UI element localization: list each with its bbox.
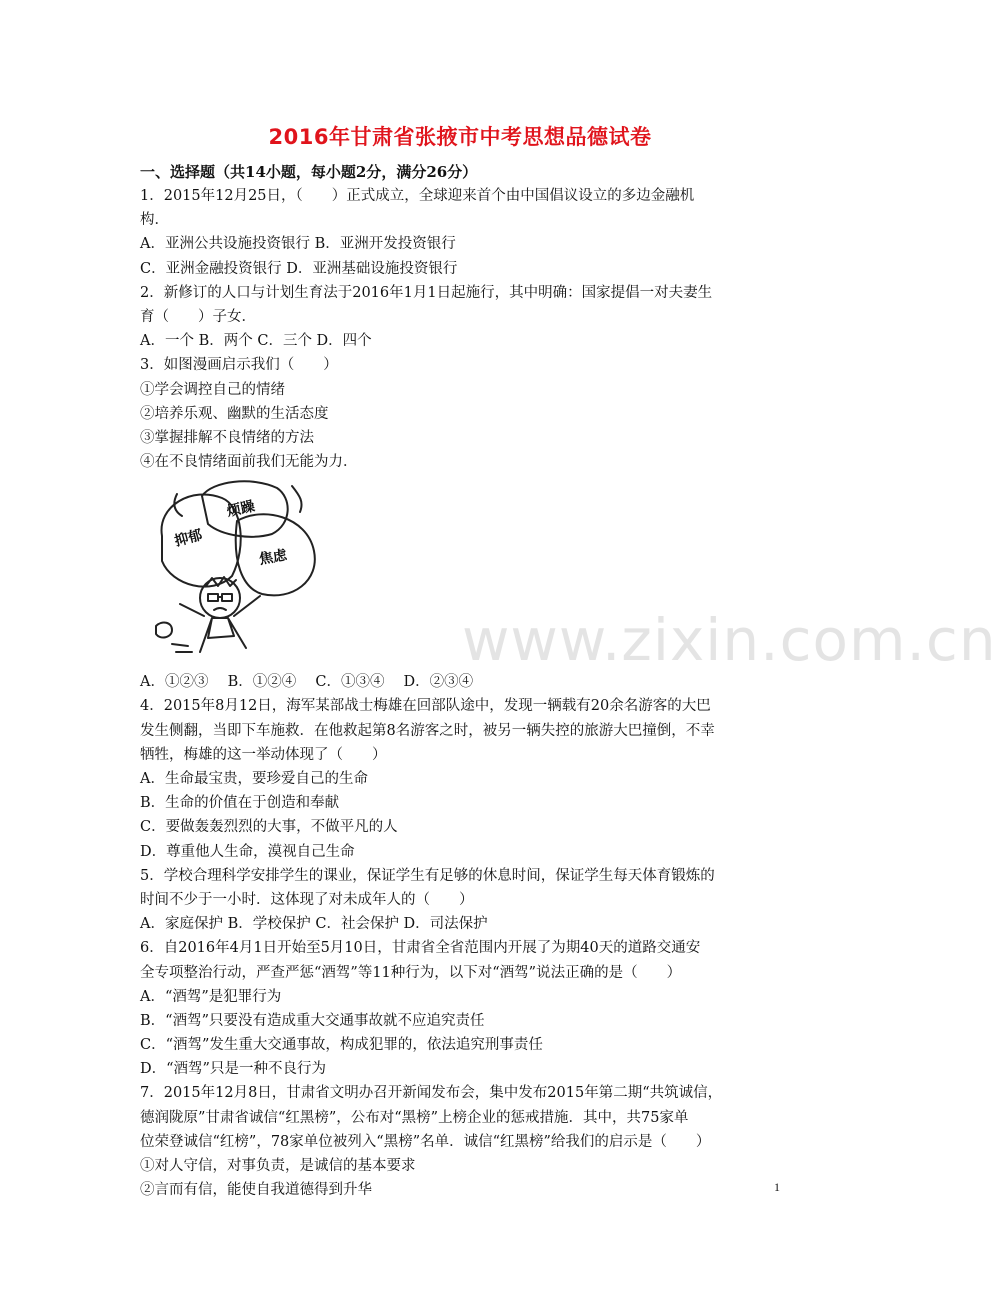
text-line: B．“酒驾”只要没有造成重大交通事故就不应追究责任 <box>140 1012 485 1029</box>
exam-content <box>140 160 780 1202</box>
text-line: A．亚洲公共设施投资银行 B．亚洲开发投资银行 <box>140 236 456 253</box>
text-line: 育（ ）子女． <box>140 308 256 325</box>
text-line: A．生命最宝贵，要珍爱自己的生命 <box>140 771 368 787</box>
text-line: 发生侧翻，当即下车施救．在他救起第8名游客之时，被另一辆失控的旅游大巴撞倒，不幸 <box>140 722 715 739</box>
text-line: 时间不少于一小时．这体现了对未成年人的（ ） <box>140 891 474 908</box>
text-line: 位荣登诚信“红榜”，78家单位被列入“黑榜”名单．诚信“红黑榜”给我们的启示是（ ） <box>140 1133 711 1150</box>
text-line: C．“酒驾”发生重大交通事故，构成犯罪的，依法追究刑事责任 <box>140 1037 543 1054</box>
text-line: ①学会调控自己的情绪 <box>140 381 285 398</box>
text-line: B．生命的价值在于创造和奉献 <box>140 795 340 812</box>
cartoon-label-depression: 抑郁 <box>172 527 205 551</box>
text-line: 6．自2016年4月1日开始至5月10日，甘肃省全省范围内开展了为期40天的道路交通安 <box>140 940 701 957</box>
cartoon-label-irritability: 烦躁 <box>225 498 257 521</box>
person-body-icon <box>200 618 246 652</box>
cartoon-label-anxiety: 焦虑 <box>257 547 289 569</box>
text-line: 德润陇原”甘肃省诚信“红黑榜”，公布对“黑榜”上榜企业的惩戒措施．其中，共75家单 <box>140 1109 689 1126</box>
text-line: C．亚洲金融投资银行 D．亚洲基础设施投资银行 <box>140 260 458 277</box>
cartoon-illustration <box>142 476 342 662</box>
page-number: 1 <box>774 1180 780 1194</box>
text-line: ②言而有信，能使自我道德得到升华 <box>140 1182 372 1199</box>
text-line: D．“酒驾”只是一种不良行为 <box>140 1061 326 1078</box>
text-line: A．一个 B．两个 C．三个 D．四个 <box>140 333 372 350</box>
text-line: 5．学校合理科学安排学生的课业，保证学生有足够的休息时间，保证学生每天体育锻炼的 <box>140 867 715 884</box>
text-line: 全专项整治行动，严查严惩“酒驾”等11种行为，以下对“酒驾”说法正确的是（ ） <box>140 964 682 981</box>
text-line: ②培养乐观、幽默的生活态度 <box>140 405 329 422</box>
text-line: 构． <box>140 212 169 229</box>
text-line: C．要做轰轰烈烈的大事，不做平凡的人 <box>140 819 398 836</box>
text-line: 牺牲，梅雄的这一举动体现了（ ） <box>140 746 387 763</box>
text-line: A．“酒驾”是犯罪行为 <box>140 988 282 1005</box>
text-line: 4．2015年8月12日，海军某部战士梅雄在回部队途中，发现一辆载有20余名游客的大巴 <box>140 698 711 715</box>
text-line: A．家庭保护 B．学校保护 C．社会保护 D．司法保护 <box>140 916 488 933</box>
text-line: 1．2015年12月25日，（ ）正式成立，全球迎来首个由中国倡议设立的多边金融机 <box>140 188 695 204</box>
text-line: D．尊重他人生命，漠视自己生命 <box>140 843 355 860</box>
text-line: ①对人守信，对事负责，是诚信的基本要求 <box>140 1158 416 1174</box>
section-heading: 一、选择题（共14小题，每小题2分，满分26分） <box>140 163 478 181</box>
text-line: 3．如图漫画启示我们（ ） <box>140 357 338 374</box>
watermark-text: www.zixin.com.cn <box>462 606 997 674</box>
text-line: ④在不良情绪面前我们无能为力． <box>140 454 358 471</box>
text-line: A．①②③ B．①②④ C．①③④ D．②③④ <box>140 674 474 691</box>
document-title: 2016年甘肃省张掖市中考思想品德试卷 <box>268 125 652 149</box>
question-block-1 <box>140 184 780 474</box>
text-line: ③掌握排解不良情绪的方法 <box>140 429 314 446</box>
text-line: 7．2015年12月8日，甘肃省文明办召开新闻发布会，集中发布2015年第二期“共筑诚信， <box>140 1085 723 1102</box>
question-block-2 <box>140 670 780 1202</box>
text-line: 2．新修订的人口与计划生育法于2016年1月1日起施行，其中明确：国家提倡一对夫妻生 <box>140 284 713 301</box>
